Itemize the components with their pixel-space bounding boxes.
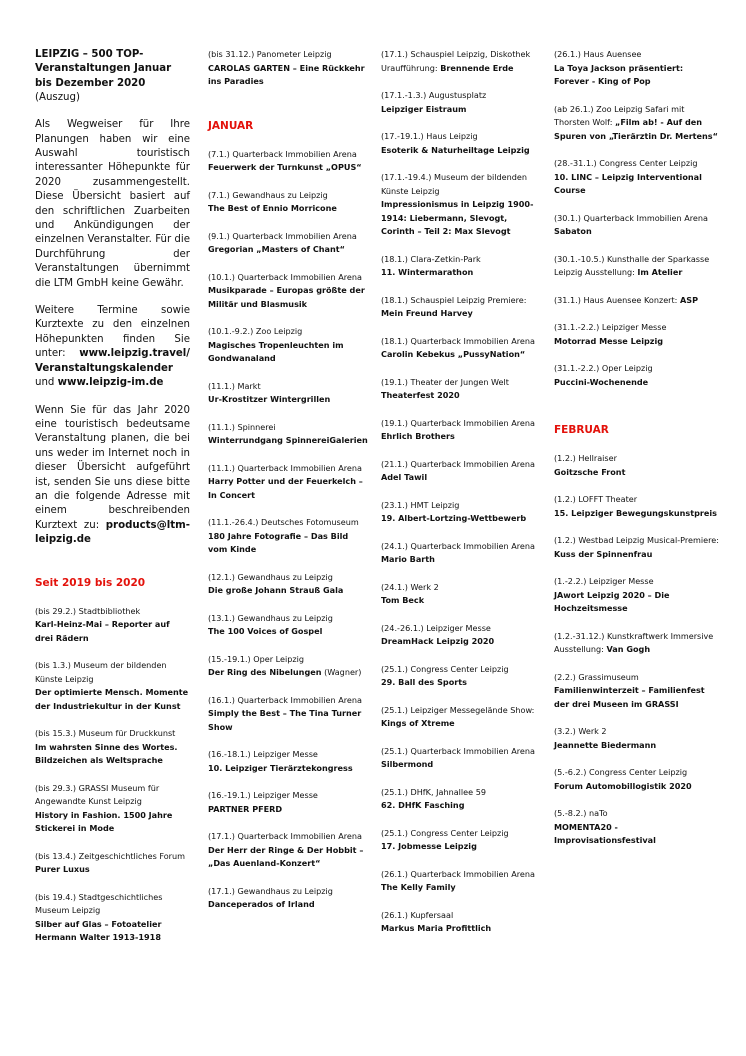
event-item <box>208 148 368 175</box>
event-item <box>208 421 368 448</box>
event-title: Adel Tawil <box>381 472 428 482</box>
event-date-venue: (25.1.) Congress Center Leipzig <box>381 663 509 674</box>
event-item <box>381 294 541 321</box>
event-date-venue: (ab 26.1.) Zoo Leipzig Safari mit Thorsten Wolf: <box>554 103 685 127</box>
event-date-venue: (24.1.) Werk 2 <box>381 581 439 592</box>
event-title: 10. LINC – Leipzig Interventional Course <box>554 171 702 195</box>
event-item <box>208 380 368 407</box>
event-item <box>35 782 190 836</box>
event-date-venue: (3.2.) Werk 2 <box>554 726 607 736</box>
event-item <box>381 417 541 444</box>
event-item <box>381 253 541 280</box>
event-list-februar <box>554 452 719 848</box>
event-title: 19. Albert-Lortzing-Wettbewerb <box>381 513 527 523</box>
event-item <box>554 212 719 239</box>
event-date-venue: (26.1.) Kupfersaal <box>381 909 454 920</box>
event-item <box>208 516 368 557</box>
event-item <box>208 789 368 816</box>
event-date-venue: (10.1.) Quarterback Immobilien Arena <box>208 271 362 282</box>
event-item <box>554 575 719 616</box>
event-item <box>208 612 368 639</box>
event-item <box>381 48 541 75</box>
event-date-venue: (25.1.) Congress Center Leipzig <box>381 827 509 838</box>
event-title: Puccini-Wochenende <box>554 376 649 387</box>
event-item <box>381 89 541 116</box>
event-date-venue: (17.-19.1.) Haus Leipzig <box>381 131 478 141</box>
event-title: Der optimierte Mensch. Momente der Industriekultur in der Kunst <box>35 687 189 711</box>
event-date-venue: (11.1.) Quarterback Immobilien Arena <box>208 462 362 473</box>
event-title: ASP <box>680 294 699 305</box>
event-title: Mein Freund Harvey <box>381 308 473 318</box>
event-date-venue: (31.1.-2.2.) Oper Leipzig <box>554 363 653 373</box>
event-item <box>208 748 368 775</box>
event-title: Van Gogh <box>606 644 651 654</box>
event-title: Winterrundgang SpinnereiGalerien <box>208 435 368 445</box>
event-title: Karl-Heinz-Mai – Reporter auf drei Rädern <box>35 619 170 643</box>
event-title: 10. Leipziger Tierärztekongress <box>208 762 353 773</box>
event-item <box>554 48 719 89</box>
event-title: Goitzsche Front <box>554 466 626 477</box>
column-1 <box>35 48 190 945</box>
event-title: Markus Maria Profittlich <box>381 923 492 933</box>
event-item <box>381 745 541 772</box>
event-date-venue: (bis 29.3.) GRASSI Museum für Angewandte Kunst Leipzig <box>35 782 160 807</box>
event-date-venue: (17.1.-19.4.) Museum der bildenden Künste Leipzig <box>381 172 528 196</box>
event-date-venue: (11.1.) Spinnerei <box>208 421 276 432</box>
event-date-venue: (16.-18.1.) Leipziger Messe <box>208 749 318 759</box>
event-title: The 100 Voices of Gospel <box>208 626 323 636</box>
event-item <box>208 653 368 680</box>
event-date-venue: (13.1.) Gewandhaus zu Leipzig <box>208 612 333 623</box>
event-date-venue: (23.1.) HMT Leipzig <box>381 499 460 510</box>
event-date-venue: (17.1.) Schauspiel Leipzig, Diskothek Uraufführung: <box>381 49 531 73</box>
event-date-venue: (9.1.) Quarterback Immobilien Arena <box>208 230 357 241</box>
section-heading-januar: JANUAR <box>208 119 254 132</box>
event-title: The Kelly Family <box>381 882 456 892</box>
event-item <box>381 335 541 362</box>
event-item <box>381 499 541 526</box>
event-title: Kings of Xtreme <box>381 718 455 728</box>
event-item <box>381 458 541 485</box>
event-date-venue: (1.2.-31.12.) Kunstkraftwerk Immersive Ausstellung: <box>554 630 714 654</box>
event-title: JAwort Leipzig 2020 – Die Hochzeitsmesse <box>554 589 670 613</box>
event-list-januar-part-3 <box>554 48 719 389</box>
event-list-seit-2019 <box>35 605 190 945</box>
event-date-venue: (1.2.) Westbad Leipzig Musical-Premiere: <box>554 535 719 545</box>
section-heading-februar: FEBRUAR <box>554 424 609 436</box>
intro-contact-paragraph <box>35 404 190 548</box>
event-title: Feuerwerk der Turnkunst „OPUS“ <box>208 162 362 172</box>
event-date-venue: (bis 29.2.) Stadtbibliothek <box>35 605 141 616</box>
event-date-venue: (21.1.) Quarterback Immobilien Arena <box>381 458 535 469</box>
event-title: Motorrad Messe Leipzig <box>554 335 664 346</box>
event-title: 62. DHfK Fasching <box>381 800 465 810</box>
event-date-venue: (7.1.) Gewandhaus zu Leipzig <box>208 189 328 200</box>
event-item <box>381 540 541 567</box>
event-title: Brennende Erde <box>440 62 514 73</box>
event-date-venue: (25.1.) Quarterback Immobilien Arena <box>381 745 535 756</box>
event-title: Kuss der Spinnenfrau <box>554 548 653 559</box>
event-item <box>381 130 541 157</box>
event-title: Impressionismus in Leipzig 1900-1914: Liebermann, Slevogt, Corinth – Teil 2: Max Slevogt <box>381 199 534 236</box>
event-item <box>554 766 719 793</box>
intro-and-text: und <box>35 377 55 389</box>
event-item <box>381 827 541 854</box>
event-item <box>208 325 368 366</box>
event-title: Der Herr der Ringe & Der Hobbit – „Das Auenland-Konzert“ <box>208 844 364 868</box>
event-title: 17. Jobmesse Leipzig <box>381 841 477 851</box>
event-item <box>208 462 368 503</box>
event-item <box>554 452 719 479</box>
event-title: Simply the Best – The Tina Turner Show <box>208 708 362 732</box>
event-title: Mario Barth <box>381 554 435 564</box>
event-item <box>554 157 719 198</box>
event-item <box>554 362 719 389</box>
event-item <box>381 704 541 731</box>
event-item <box>381 376 541 403</box>
event-date-venue: (17.1.) Gewandhaus zu Leipzig <box>208 885 333 896</box>
event-item <box>208 830 368 871</box>
event-title: 29. Ball des Sports <box>381 677 467 687</box>
event-date-venue: (1.2.) Hellraiser <box>554 453 617 463</box>
event-date-venue: (12.1.) Gewandhaus zu Leipzig <box>208 571 333 582</box>
event-title: Jeannette Biedermann <box>554 739 657 750</box>
event-title: 11. Wintermarathon <box>381 267 474 277</box>
event-item <box>554 807 719 848</box>
event-title: Carolin Kebekus „PussyNation“ <box>381 349 526 359</box>
event-title: Silber auf Glas – Fotoatelier Hermann Walter 1913-1918 <box>35 918 162 943</box>
intro-paragraph: Als Wegweiser für Ihre Planungen haben wir eine Auswahl touristisch interessanter Höhepunkte für 2020 zusammengestellt. Diese Übersicht basiert auf den schriftlichen Zuarbeiten und Ankündigungen der einzelnen Veranstalter. Für die Durchführung der Veranstaltungen übernimmt die LTM GmbH keine Gewähr. <box>35 119 190 289</box>
event-title: The Best of Ennio Morricone <box>208 203 337 213</box>
event-date-venue: (16.1.) Quarterback Immobilien Arena <box>208 694 362 705</box>
event-title: 180 Jahre Fotografie – Das Bild vom Kinde <box>208 530 349 554</box>
event-item <box>381 622 541 649</box>
event-title: Theaterfest 2020 <box>381 390 460 400</box>
event-title: Im wahrsten Sinne des Wortes. Bildzeichen als Weltsprache <box>35 741 178 766</box>
event-list-januar-part-2 <box>381 48 541 936</box>
event-item <box>208 571 368 598</box>
event-title: Im Atelier <box>637 267 683 277</box>
event-item <box>554 630 719 657</box>
event-date-venue: (bis 31.12.) Panometer Leipzig <box>208 49 332 59</box>
event-item <box>208 694 368 735</box>
event-item <box>35 891 190 945</box>
event-item <box>381 909 541 936</box>
event-title: Gregorian „Masters of Chant“ <box>208 244 345 254</box>
event-title: PARTNER PFERD <box>208 803 283 814</box>
event-title: Magisches Tropenleuchten im Gondwanaland <box>208 339 344 363</box>
event-date-venue: (11.1.-26.4.) Deutsches Fotomuseum <box>208 517 359 527</box>
event-list-januar-part-1 <box>208 148 368 912</box>
event-date-venue: (19.1.) Quarterback Immobilien Arena <box>381 417 535 428</box>
event-date-venue: (bis 13.4.) Zeitgeschichtliches Forum <box>35 850 186 861</box>
event-title-suffix: (Wagner) <box>321 667 362 677</box>
event-date-venue: (5.-6.2.) Congress Center Leipzig <box>554 767 688 777</box>
event-date-venue: (17.1.) Quarterback Immobilien Arena <box>208 831 362 841</box>
event-title: Die große Johann Strauß Gala <box>208 585 344 595</box>
event-date-venue: (1.2.) LOFFT Theater <box>554 494 638 504</box>
event-title: Familienwinterzeit – Familienfest der drei Museen im GRASSI <box>554 685 705 709</box>
event-title: „Film ab! - Auf den Spuren von „Tierärztin Dr. Mertens“ <box>554 117 718 141</box>
event-date-venue: (15.-19.1.) Oper Leipzig <box>208 653 305 664</box>
event-title: Musikparade – Europas größte der Militär und Blasmusik <box>208 285 365 309</box>
event-item <box>554 534 719 561</box>
event-date-venue: (18.1.) Quarterback Immobilien Arena <box>381 335 535 346</box>
event-item <box>208 48 368 89</box>
event-title: Der Ring des Nibelungen <box>208 667 322 677</box>
event-date-venue: (31.1.) Haus Auensee Konzert: <box>554 294 680 305</box>
event-item <box>208 271 368 312</box>
event-date-venue: (5.-8.2.) naTo <box>554 808 608 818</box>
event-item <box>554 103 719 144</box>
event-title: Purer Luxus <box>35 864 90 875</box>
event-item <box>554 725 719 752</box>
intro-contact-text: Wenn Sie für das Jahr 2020 eine touristisch bedeutsame Veranstaltung planen, die bei uns weder im Internet noch in dieser Übersicht aufgeführt ist, senden Sie uns diese bitte an die folgende Adresse mit einem beschreibenden Kurztext zu: <box>35 404 190 531</box>
link-veranstaltungskalender[interactable]: www.leipzig.travel/ Veranstaltungskalender <box>35 348 190 374</box>
event-date-venue: (25.1.) Leipziger Messegelände Show: <box>381 704 535 715</box>
event-title: Harry Potter und der Feuerkelch – In Concert <box>208 476 363 500</box>
page-title-suffix: (Auszug) <box>35 91 80 103</box>
event-item <box>554 294 719 308</box>
event-title: CAROLAS GARTEN – Eine Rückkehr ins Paradies <box>208 62 365 86</box>
event-title: Ur-Krostitzer Wintergrillen <box>208 394 331 404</box>
event-date-venue: (18.1.) Clara-Zetkin-Park <box>381 253 481 264</box>
event-title: Sabaton <box>554 226 592 236</box>
event-title: Leipziger Eistraum <box>381 103 467 114</box>
event-date-venue: (25.1.) DHfK, Jahnallee 59 <box>381 786 486 797</box>
event-title: Ehrlich Brothers <box>381 431 455 441</box>
column-3 <box>381 48 541 936</box>
event-title: History in Fashion. 1500 Jahre Stickerei in Mode <box>35 809 173 834</box>
event-item <box>208 189 368 216</box>
event-title: 15. Leipziger Bewegungskunstpreis <box>554 507 717 518</box>
intro-links-paragraph <box>35 304 190 390</box>
event-item <box>554 493 719 520</box>
page-title-text: LEIPZIG – 500 TOP-Veranstaltungen Januar bis Dezember 2020 <box>35 49 172 89</box>
event-title: MOMENTA20 - Improvisationsfestival <box>554 821 656 845</box>
column-2 <box>208 48 368 912</box>
event-item <box>381 663 541 690</box>
event-date-venue: (7.1.) Quarterback Immobilien Arena <box>208 148 357 159</box>
event-date-venue: (30.1.-10.5.) Kunsthalle der Sparkasse Leipzig Ausstellung: <box>554 253 710 277</box>
event-date-venue: (28.-31.1.) Congress Center Leipzig <box>554 158 698 168</box>
event-date-venue: (24.1.) Quarterback Immobilien Arena <box>381 540 535 551</box>
event-date-venue: (10.1.-9.2.) Zoo Leipzig <box>208 326 303 336</box>
event-date-venue: (bis 1.3.) Museum der bildenden Künste Leipzig <box>35 660 167 684</box>
event-title: La Toya Jackson präsentiert: Forever - King of Pop <box>554 62 684 86</box>
intro-links-text: Weitere Termine sowie Kurztexte zu den einzelnen Höhepunkten finden Sie unter: <box>35 305 190 360</box>
event-item <box>208 230 368 257</box>
event-date-venue: (bis 19.4.) Stadtgeschichtliches Museum Leipzig <box>35 891 163 916</box>
event-date-venue: (17.1.-1.3.) Augustusplatz <box>381 90 487 100</box>
event-item <box>381 868 541 895</box>
event-item <box>208 885 368 912</box>
event-item <box>381 786 541 813</box>
contact-email-link[interactable]: products@ltm-leipzig.de <box>35 519 190 546</box>
event-item <box>35 605 190 646</box>
event-date-venue: (2.2.) Grassimuseum <box>554 671 639 682</box>
event-item <box>35 659 190 713</box>
event-date-venue: (bis 15.3.) Museum für Druckkunst <box>35 728 176 739</box>
event-title: Forum Automobillogistik 2020 <box>554 780 692 791</box>
column-4 <box>554 48 719 848</box>
event-date-venue: (31.1.-2.2.) Leipziger Messe <box>554 322 667 332</box>
section-heading-seit-2019: Seit 2019 bis 2020 <box>35 576 146 589</box>
event-title: DreamHack Leipzig 2020 <box>381 636 495 646</box>
event-item <box>381 581 541 608</box>
event-item <box>554 671 719 712</box>
event-date-venue: (30.1.) Quarterback Immobilien Arena <box>554 212 708 223</box>
event-title: Esoterik & Naturheiltage Leipzig <box>381 144 530 155</box>
event-date-venue: (24.-26.1.) Leipziger Messe <box>381 622 491 633</box>
event-item <box>554 321 719 348</box>
event-item <box>554 253 719 280</box>
event-date-venue: (16.-19.1.) Leipziger Messe <box>208 790 318 800</box>
event-date-venue: (11.1.) Markt <box>208 380 261 391</box>
event-date-venue: (19.1.) Theater der Jungen Welt <box>381 376 509 387</box>
link-leipzig-im[interactable]: www.leipzig-im.de <box>57 377 164 389</box>
page-title <box>35 48 190 105</box>
event-item <box>35 727 190 768</box>
event-title: Tom Beck <box>381 595 425 605</box>
event-date-venue: (26.1.) Quarterback Immobilien Arena <box>381 868 535 879</box>
event-date-venue: (1.-2.2.) Leipziger Messe <box>554 576 654 586</box>
event-date-venue: (18.1.) Schauspiel Leipzig Premiere: <box>381 294 527 305</box>
event-date-venue: (26.1.) Haus Auensee <box>554 49 642 59</box>
event-title: Silbermond <box>381 759 434 769</box>
event-title: Danceperados of Irland <box>208 899 315 909</box>
event-item <box>35 850 190 877</box>
event-item <box>381 171 541 239</box>
